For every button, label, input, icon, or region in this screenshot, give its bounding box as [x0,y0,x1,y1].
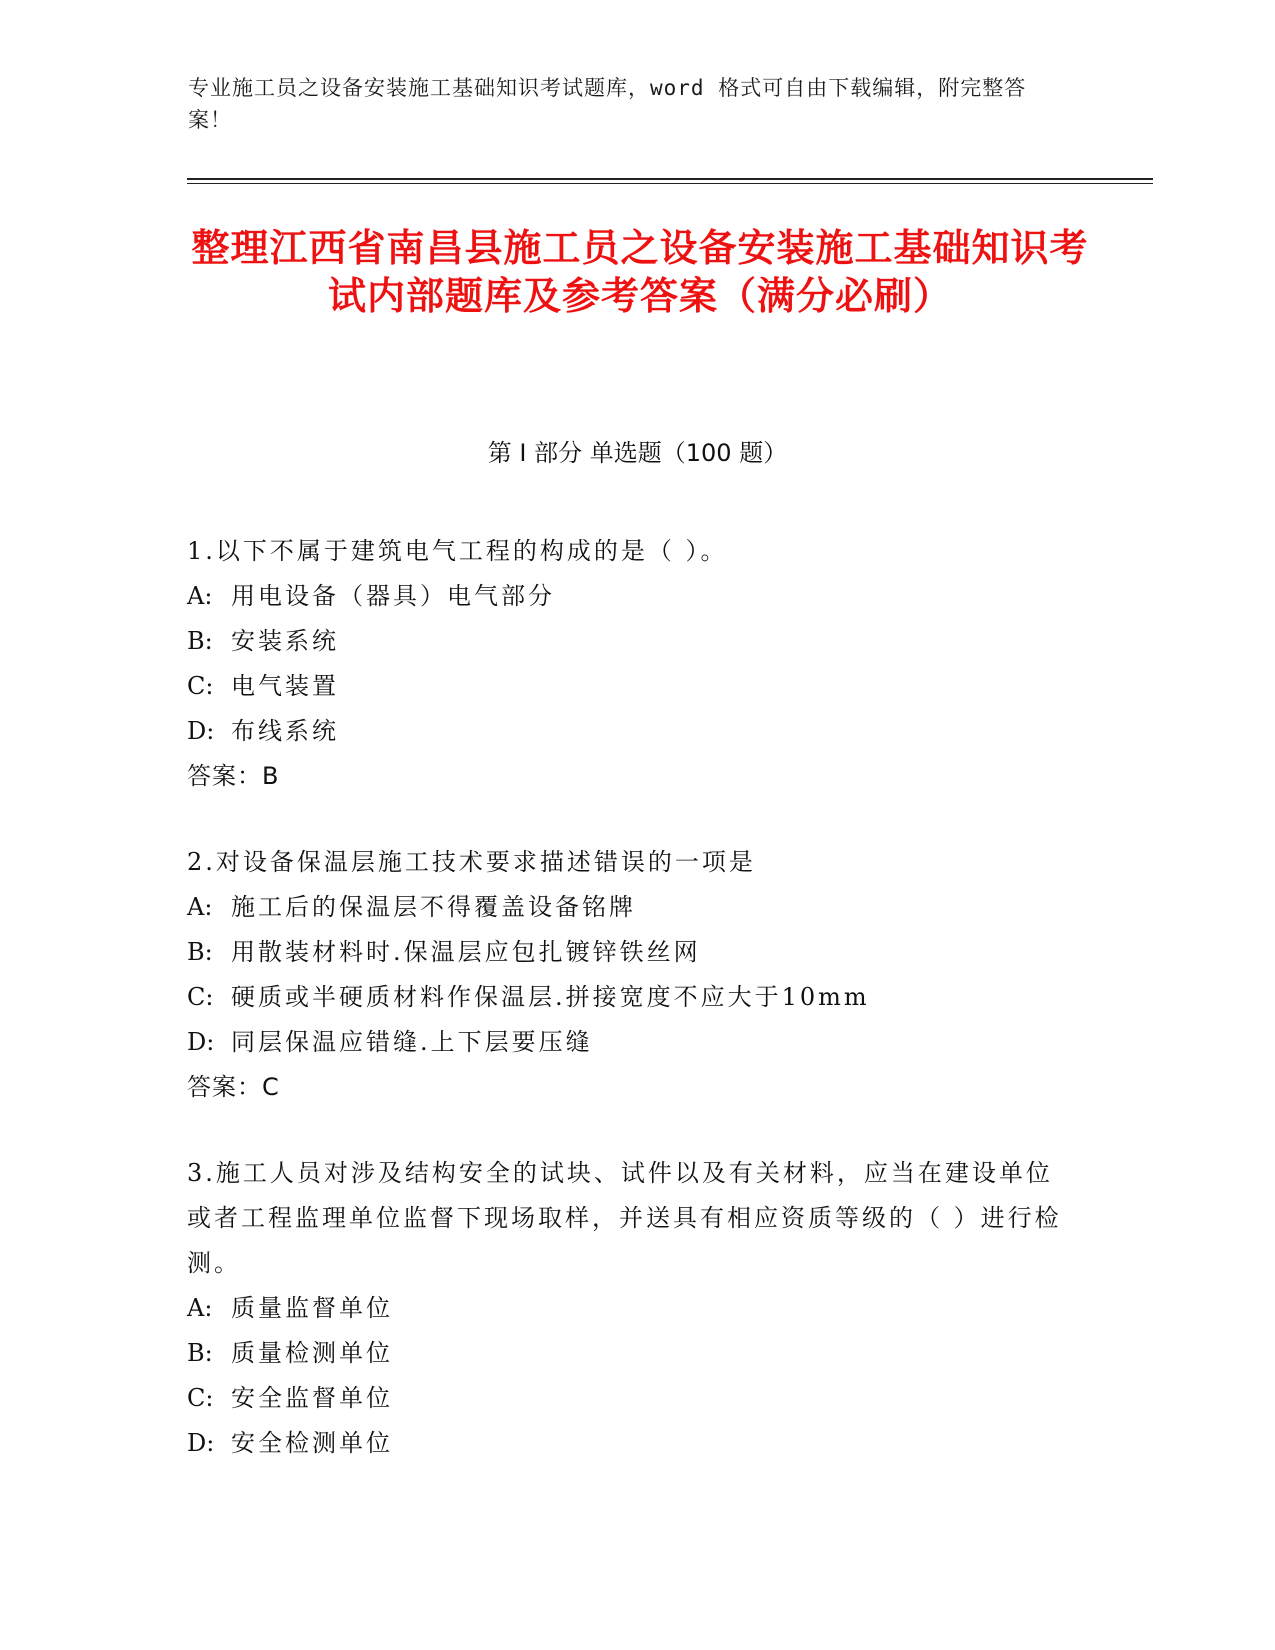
answer-line: 答案：B [187,762,280,790]
option-letter: B: [187,1339,213,1367]
document-title: 整理江西省南昌县施工员之设备安装施工基础知识考试内部题库及参考答案（满分必刷） [191,226,1089,318]
option-b [187,930,1067,975]
option-letter: A: [187,582,213,610]
option-letter: A: [187,893,213,921]
question-3 [187,1151,1067,1466]
option-letter: D: [187,717,215,745]
option-b [187,619,1067,664]
option-b [187,1331,1067,1376]
option-text: 硬质或半硬质材料作保温层.拼接宽度不应大于10mm [231,983,870,1011]
option-text: 施工后的保温层不得覆盖设备铭牌 [231,893,636,921]
option-text: 电气装置 [231,672,339,700]
header-rule-thick [187,178,1153,180]
option-text: 同层保温应错缝.上下层要压缝 [231,1028,593,1056]
option-a [187,1286,1067,1331]
question-stem: 3.施工人员对涉及结构安全的试块、试件以及有关材料，应当在建设单位或者工程监理单位监督下现场取样，并送具有相应资质等级的（ ）进行检测。 [187,1159,1062,1277]
option-c [187,1376,1067,1421]
option-d [187,1421,1067,1466]
question-2 [187,840,1067,1110]
option-letter: C: [187,983,214,1011]
option-letter: D: [187,1028,215,1056]
option-c [187,664,1067,709]
option-c [187,975,1067,1020]
header-rule-thin [187,183,1153,184]
option-text: 安装系统 [231,627,339,655]
option-letter: C: [187,672,214,700]
header-note: 专业施工员之设备安装施工基础知识考试题库，word 格式可自由下载编辑，附完整答案！ [188,76,1027,132]
option-a [187,885,1067,930]
option-text: 布线系统 [231,717,339,745]
question-list [187,529,1067,1507]
option-text: 安全监督单位 [231,1384,393,1412]
option-text: 质量监督单位 [231,1294,393,1322]
option-text: 质量检测单位 [231,1339,393,1367]
option-d [187,1020,1067,1065]
option-text: 用散装材料时.保温层应包扎镀锌铁丝网 [231,938,701,966]
option-letter: B: [187,627,213,655]
answer-line: 答案：C [187,1073,280,1101]
option-text: 用电设备（器具）电气部分 [231,582,555,610]
question-stem: 1.以下不属于建筑电气工程的构成的是（ ）。 [187,537,728,565]
option-letter: C: [187,1384,214,1412]
question-1 [187,529,1067,799]
option-a [187,574,1067,619]
option-letter: A: [187,1294,213,1322]
section-title: 第 I 部分 单选题（100 题） [487,439,788,467]
option-letter: D: [187,1429,215,1457]
question-stem: 2.对设备保温层施工技术要求描述错误的一项是 [187,848,756,876]
option-d [187,709,1067,754]
option-letter: B: [187,938,213,966]
option-text: 安全检测单位 [231,1429,393,1457]
